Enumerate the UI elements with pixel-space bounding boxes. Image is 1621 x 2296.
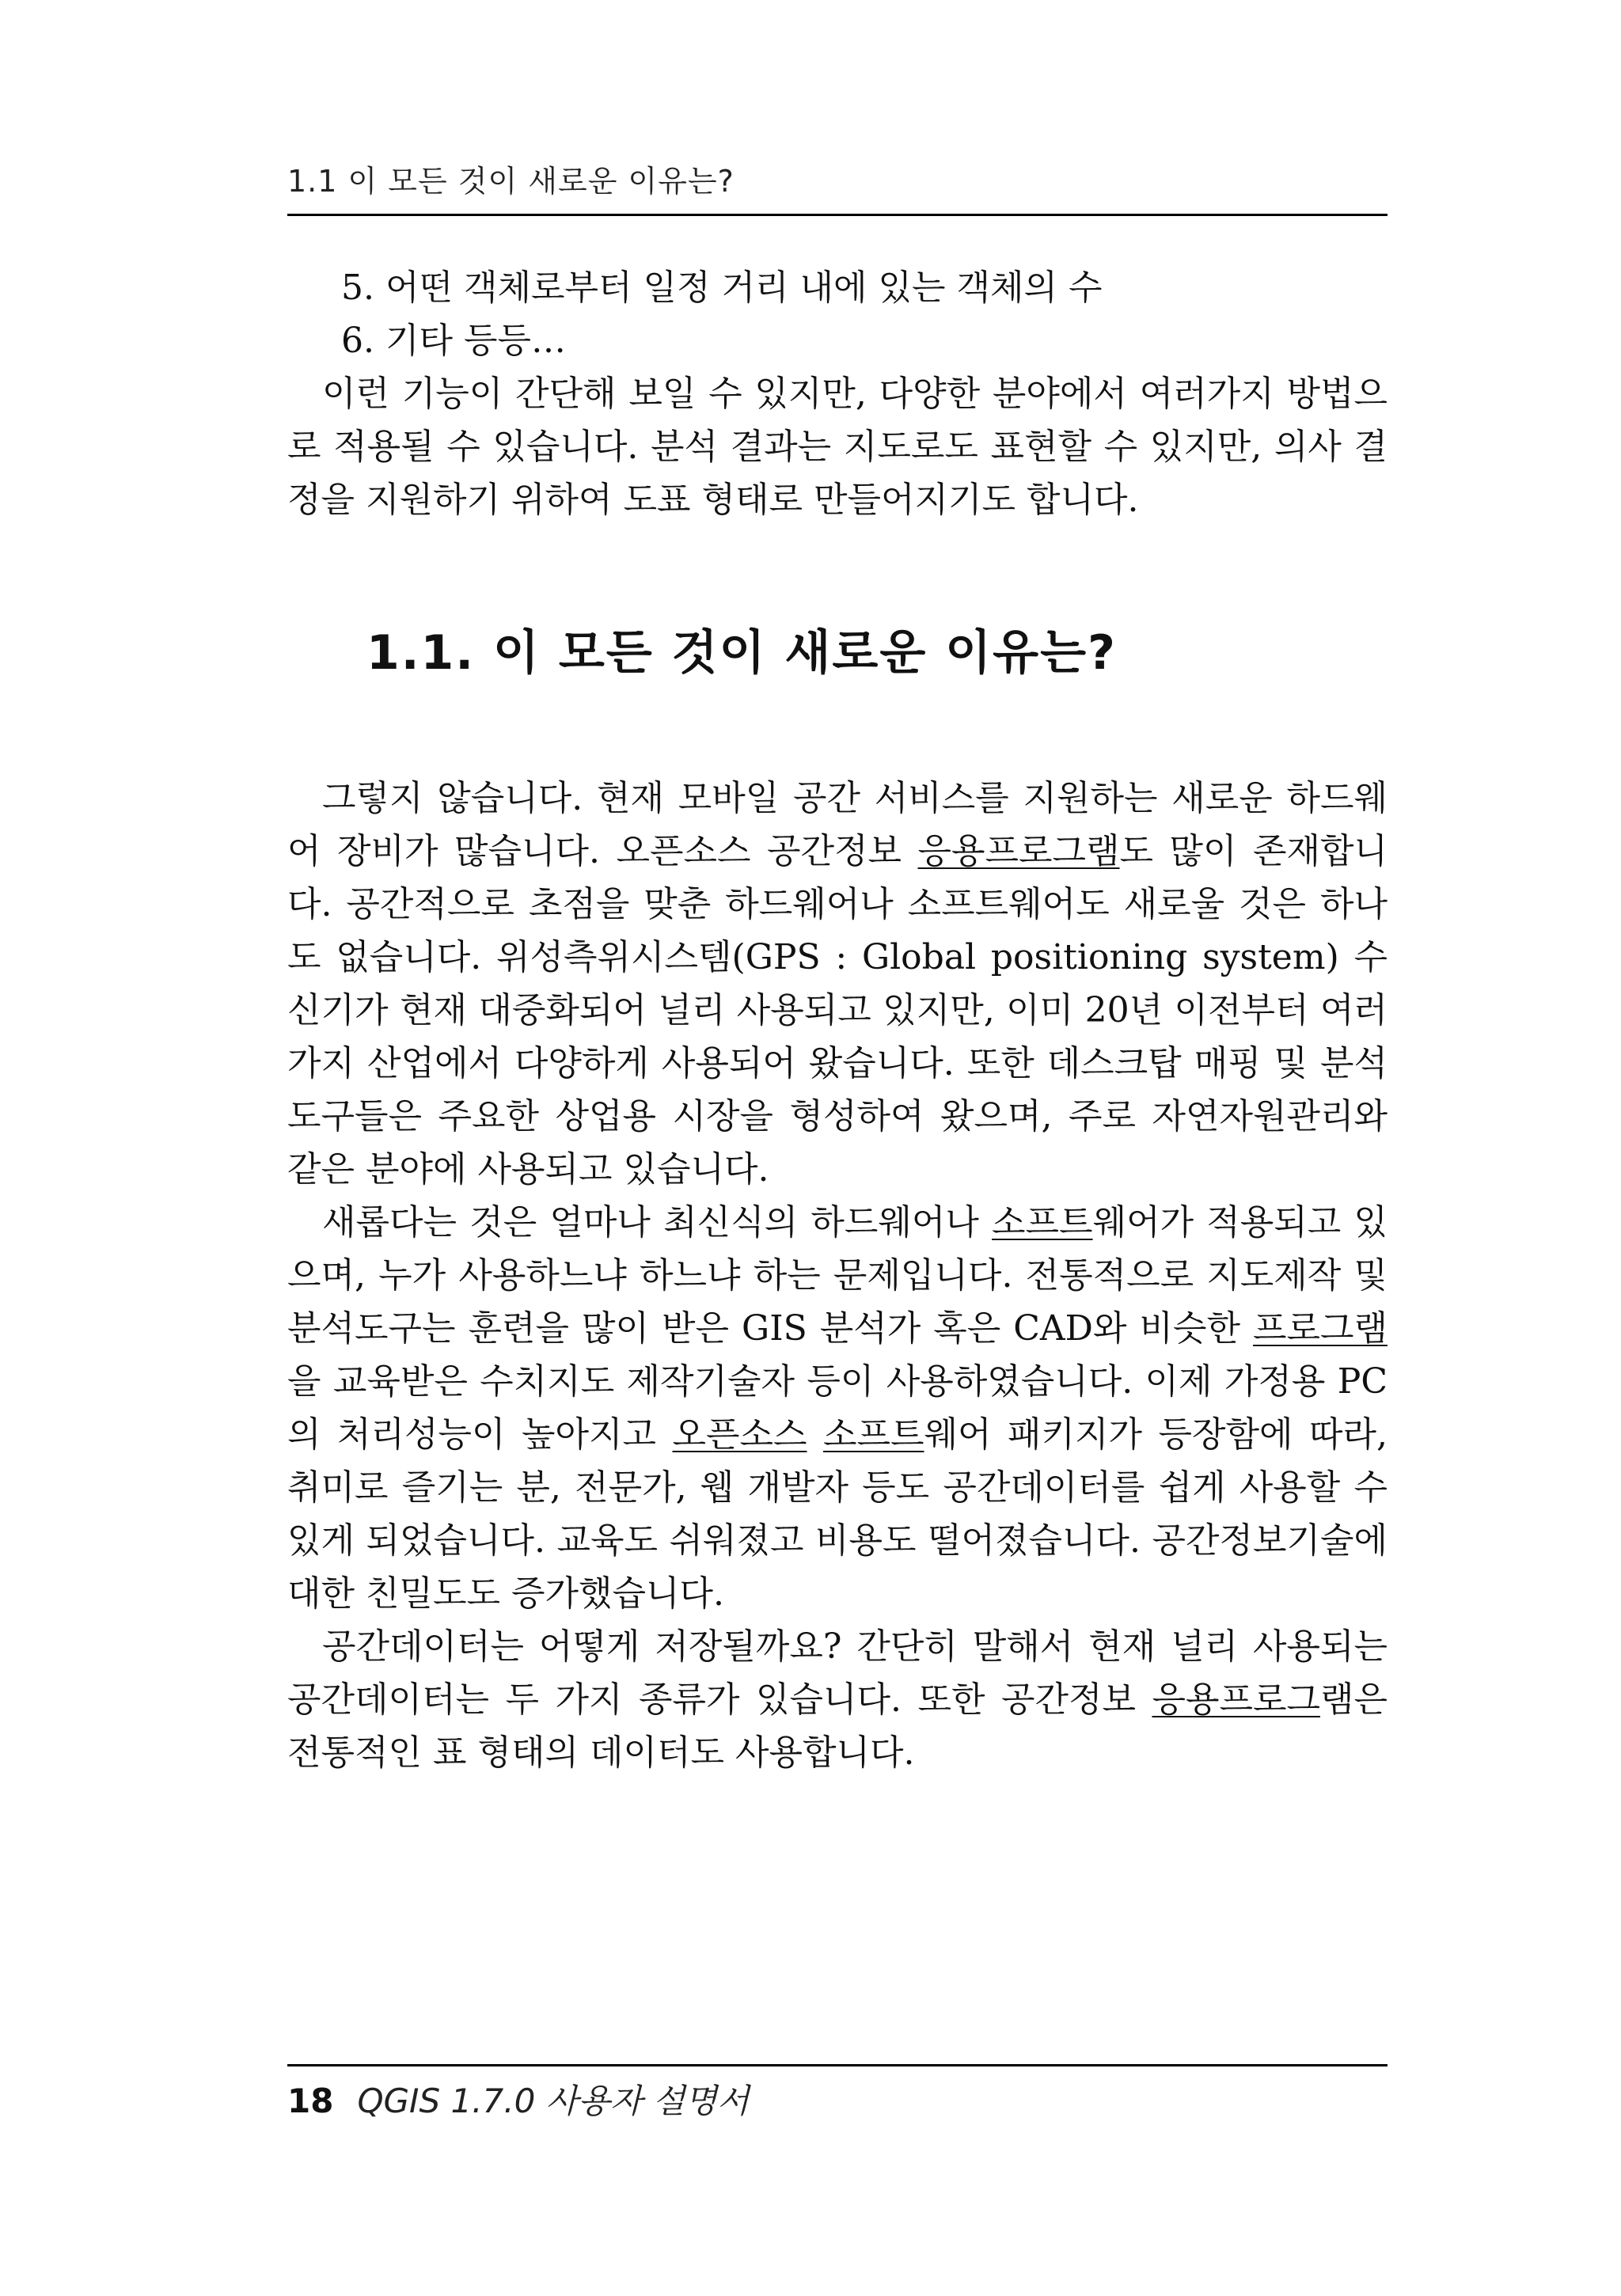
list-item: 5. 어떤 객체로부터 일정 거리 내에 있는 객체의 수 (341, 268, 1103, 308)
paragraph-1 (287, 772, 1388, 1196)
underlined-term: 프로그램 (1252, 1308, 1388, 1349)
book-title: QGIS 1.7.0 사용자 설명서 (357, 2082, 750, 2120)
text-run: 도 많이 존재합니다. 공간적으로 초점을 맞춘 하드웨어나 소프트웨어도 새로울 것은 하나도 없습니다. 위성측위시스템(GPS : Global positioning system) 수신기가 현재 대중화되어 널리 사용되고 있지만, 이미 20년 이전부터 여러가지 산업에서 다양하게 사용되어 왔습니다. 또한 데스크탑 매핑 및 분석 도구들은 주요한 상업용 시장을 형성하여 왔으며, 주로 자연자원관리와 같은 분야에 사용되고 있습니다. (287, 831, 1388, 1190)
footer-rule (287, 2064, 1388, 2066)
underlined-term: 소프트 (823, 1414, 924, 1455)
paragraph-3 (287, 1620, 1388, 1779)
text-run: 을 교육받은 수치지도 제작기술자 등이 사용하였습니다. 이제 가정용 PC 의 처리성능이 높아지고 (287, 1361, 1388, 1455)
section-title: 1.1. 이 모든 것이 새로운 이유는? (366, 625, 1117, 681)
text-run: 새롭다는 것은 얼마나 최신식의 하드웨어나 (322, 1202, 993, 1243)
text-run: 웨어 패키지가 등장함에 따라, 취미로 즐기는 분, 전문가, 웹 개발자 등도 공간데이터를 쉽게 사용할 수 있게 되었습니다. 교육도 쉬워졌고 비용도 떨어졌습니다. 공간정보기술에 대한 친밀도도 증가했습니다. (287, 1414, 1388, 1614)
page-footer (287, 2078, 749, 2125)
text-run: 그렇지 않습니다. 현재 모바일 공간 서비스를 지원하는 새로운 하드웨어 장비가 많습니다. 오픈소스 공간정보 (287, 778, 1388, 871)
underlined-term: 응용프로그램 (917, 831, 1120, 871)
list-item: 6. 기타 등등… (341, 321, 566, 361)
running-header: 1.1 이 모든 것이 새로운 이유는? (287, 164, 735, 199)
header-rule (287, 214, 1388, 216)
text-run: 공간데이터는 어떻게 저장될까요? 간단히 말해서 현재 널리 사용되는 공간데이터는 두 가지 종류가 있습니다. 또한 공간정보 (287, 1626, 1388, 1720)
text-run: 램은 전통적인 표 형태의 데이터도 사용합니다. (287, 1679, 1388, 1773)
page-body (287, 261, 1388, 1779)
paragraph-2 (287, 1196, 1388, 1620)
page-number: 18 (287, 2082, 334, 2120)
text-run (807, 1414, 823, 1455)
underlined-term: 소프트 (992, 1202, 1093, 1243)
text-run: 웨어가 적용되고 있으며, 누가 사용하느냐 하느냐 하는 문제입니다. 전통적으로 지도제작 및 분석도구는 훈련을 많이 받은 GIS 분석가 혹은 CAD와 비슷한 (287, 1202, 1388, 1349)
underlined-term: 응용프로그 (1152, 1679, 1320, 1720)
intro-paragraph: 이런 기능이 간단해 보일 수 있지만, 다양한 분야에서 여러가지 방법으로 적용될 수 있습니다. 분석 결과는 지도로도 표현할 수 있지만, 의사 결정을 지원하기 위하여 도표 형태로 만들어지기도 합니다. (287, 374, 1388, 520)
underlined-term: 오픈소스 (672, 1414, 807, 1455)
